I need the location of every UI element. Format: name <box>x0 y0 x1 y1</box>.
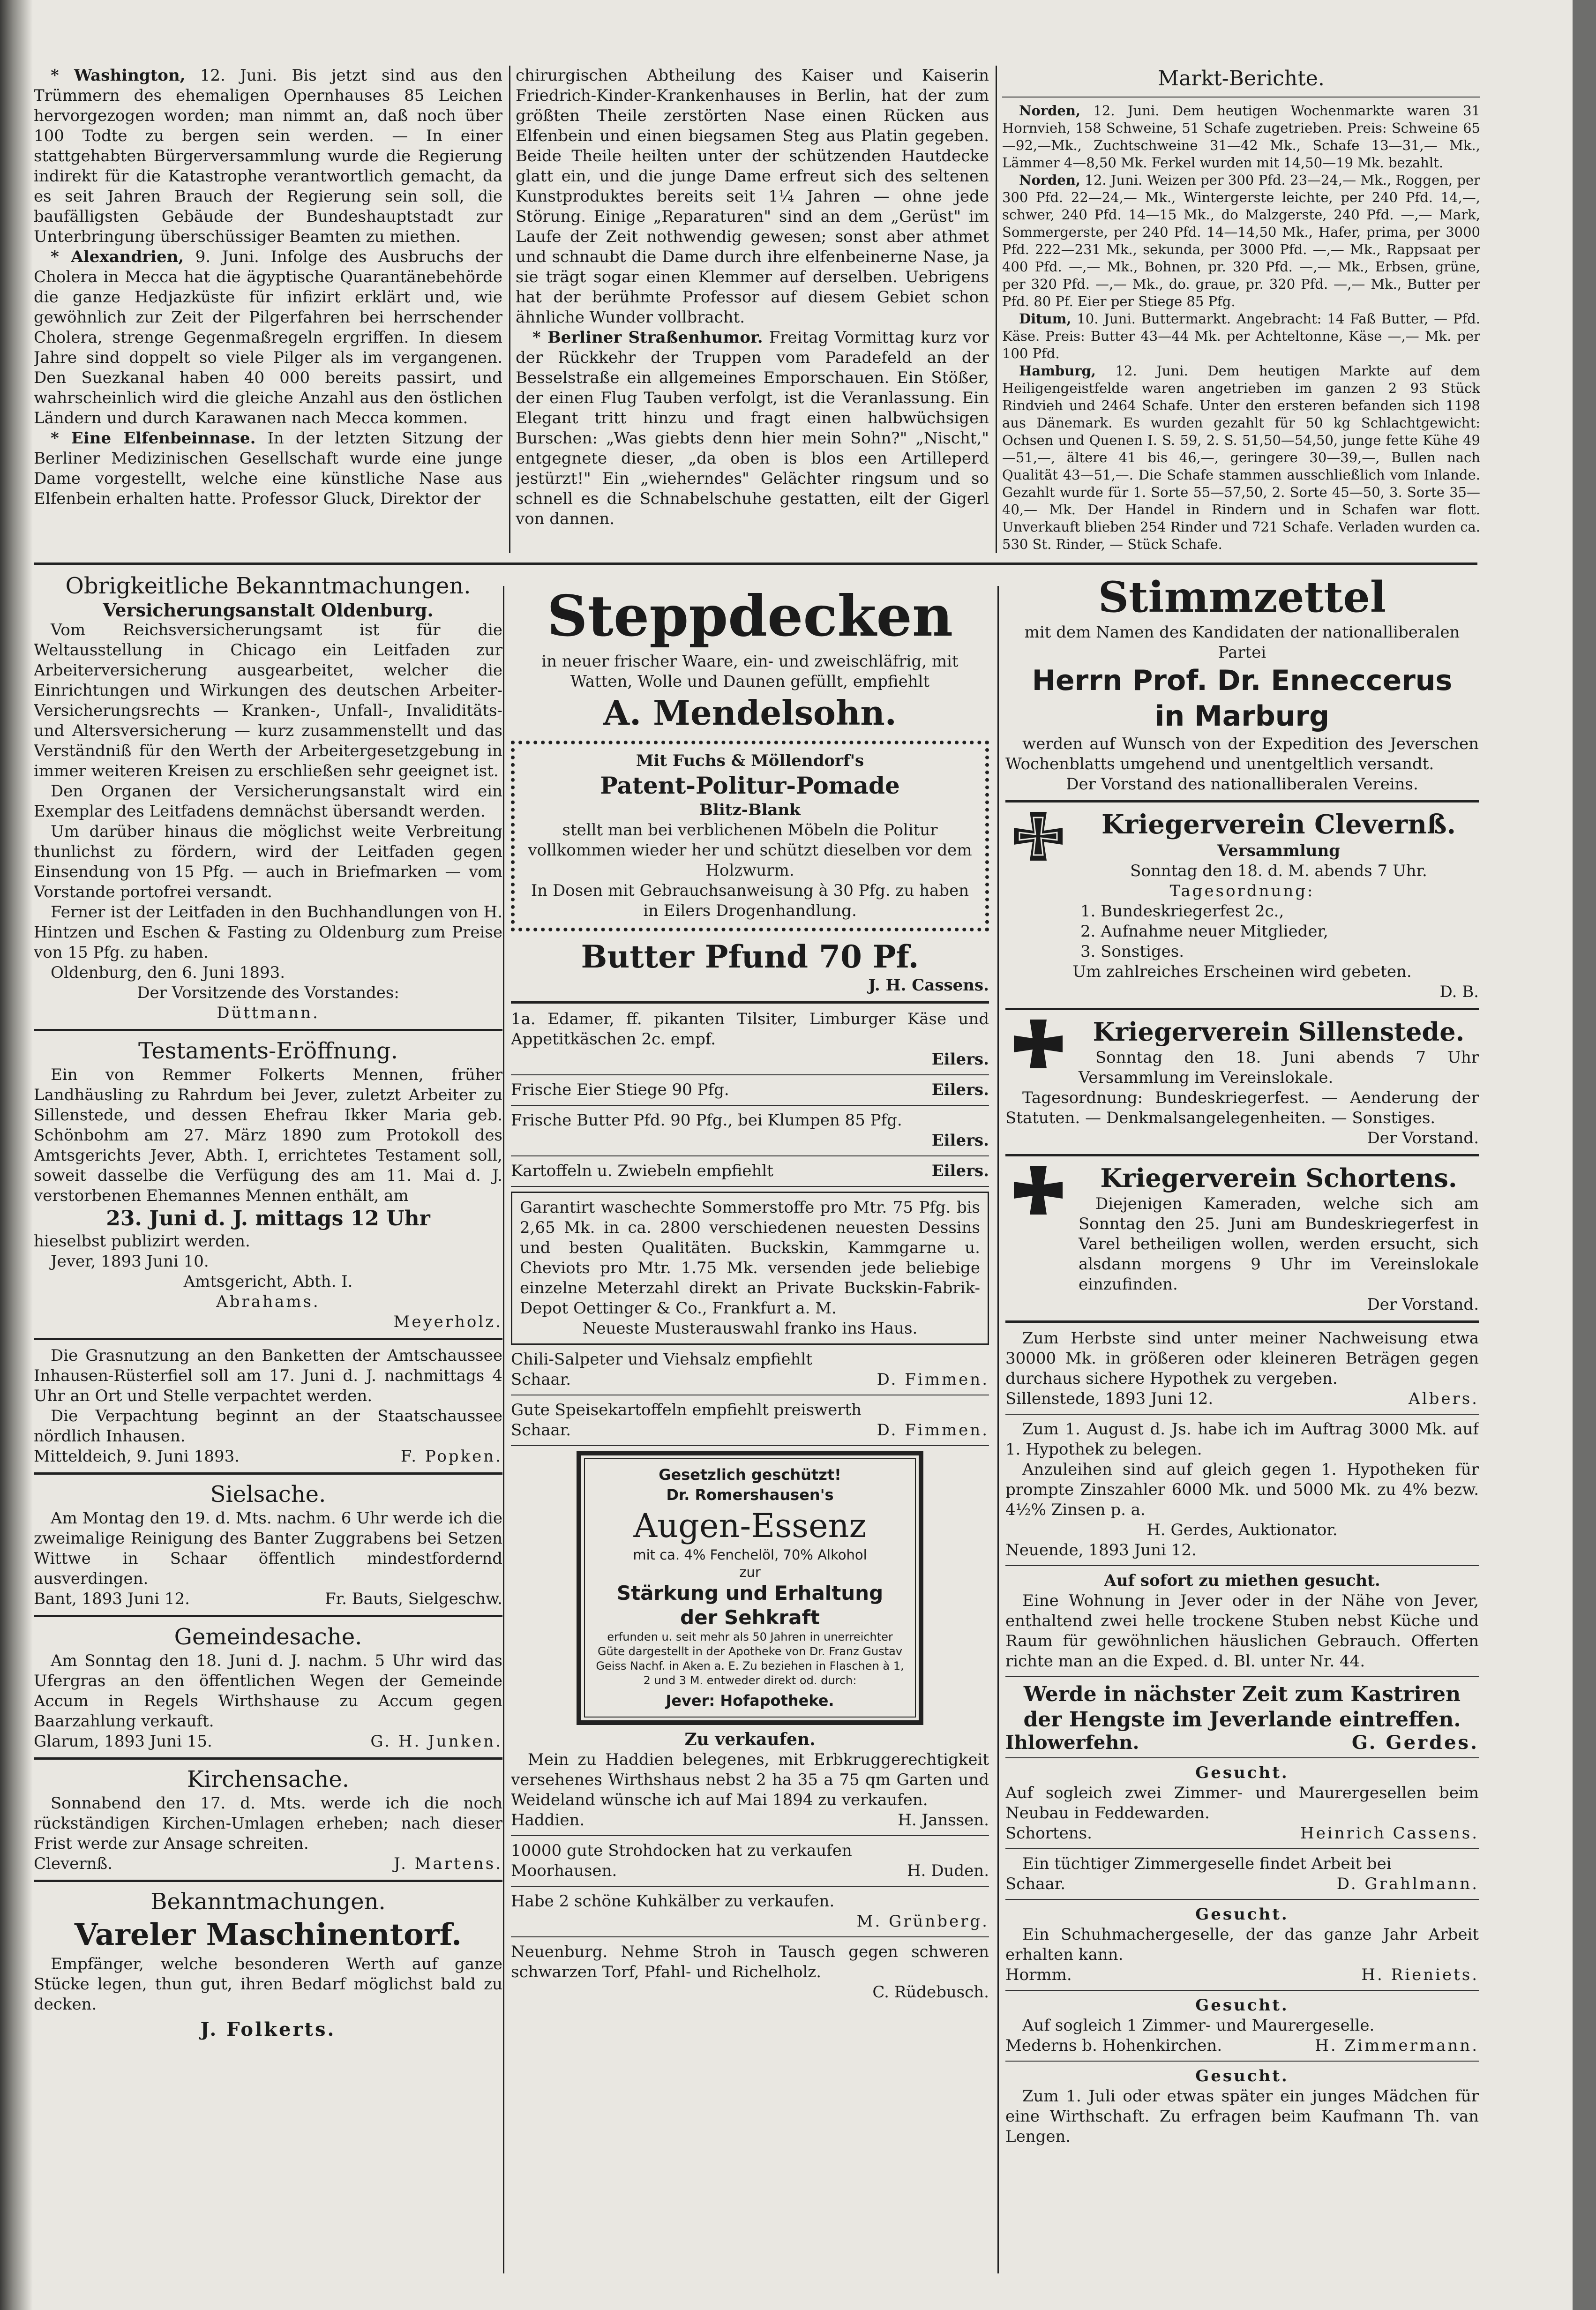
market-norden-2: Norden, 12. Juni. Weizen per 300 Pfd. 23—24,— Mk., Roggen, per 300 Pfd. 22—24,— Mk., Wintergerste leichte, per 240 Pfd. 14,—, schwer, 240 Pfd. 14—15 Mk., do Malzgerste, 240 Pfd. —,— Mark, Sommergerste, per 240 Pfd. 14—14,50 Mk., Hafer, prima, per 3000 Pfd. 222—231 Mk., sekunda, per 3000 Pfd. —,— Mk., Rappsaat per 400 Pfd. —,— Mk., Bohnen, pr. 320 Pfd. —,— Mk., Erbsen, grüne, per 320 Pfd. —,— Mk., do. graue, pr. 320 Pfd. —,— Mk., Butter per Pfd. 80 Pf. Eier per Stiege 85 Pfg. <box>1002 172 1480 309</box>
kuh-text: Habe 2 schöne Kuhkälber zu verkaufen. <box>511 1892 835 1911</box>
kartoffeln-ad: Kartoffeln u. Zwiebeln empfiehlt Eilers. <box>511 1162 989 1180</box>
verkaufen-text: Mein zu Haddien belegenes, mit Erbkruggerechtigkeit versehenes Wirthshaus nebst 2 ha 35 a 75 qm Garten und Weideland wünsche ich auf Mai 1894 zu verkaufen. <box>511 1750 989 1809</box>
divider <box>1002 97 1480 98</box>
kv1-title: Kriegerverein Clevernß. <box>1101 809 1456 840</box>
iron-cross-icon <box>1005 1162 1071 1228</box>
pomade-ad <box>511 741 989 931</box>
divider <box>1005 1008 1479 1010</box>
stimmzettel-line1: mit dem Namen des Kandidaten der nationalliberalen Partei <box>1024 623 1460 662</box>
pomade-subtitle: Blitz-Blank <box>699 801 801 819</box>
divider <box>1005 800 1479 802</box>
hypothek-text: Zum 1. August d. Js. habe ich im Auftrag 3000 Mk. auf 1. Hypothek zu belegen. <box>1005 1420 1479 1459</box>
kv1-subtitle: Versammlung <box>1217 841 1341 860</box>
augen-line7: erfunden u. seit mehr als 50 Jahren in unerreichter Güte dargestellt in der Apotheke von Dr. Franz Gustav Geiss Nachf. in Aken a. E. Zu beziehen in Flaschen à 1, 2 und 3 M. entweder direkt od. durch: <box>596 1630 904 1687</box>
geld-text: Zum Herbste sind unter meiner Nachweisung etwa 30000 Mk. in größeren oder kleineren Beträgen gegen durchaus sichere Hypothek zu vergeben. <box>1005 1329 1479 1388</box>
butter-firm: J. H. Cassens. <box>868 976 989 995</box>
versicherung-para: Um darüber hinaus die möglichst weite Verbreitung thunlichst zu fördern, wird der Leitfaden gegen Einsendung von 15 Pfg. — auch in Briefmarken — vom Vorstande portofrei versandt. <box>34 822 502 901</box>
article-alexandrien: * Alexandrien, 9. Juni. Infolge des Ausbruchs der Cholera in Mecca hat die ägyptische Quarantänebehörde die ganze Hedjazküste für infizirt erklärt und, wie gewöhnlich zur Zeit der Pilgerfahren bei herrschender Cholera, strenge Gegenmaßregeln ergriffen. In diesem Jahre sind doppelt so viele Pilger als im vergangenen. Den Suezkanal haben 40 000 bereits passirt, und wahrscheinlich wird die gleiche Anzahl aus den östlichen Ländern und durch Karawanen nach Mecca kommen. <box>34 248 502 428</box>
augen-line4: zur <box>739 1564 761 1580</box>
divider <box>34 1338 502 1340</box>
chili-text: Chili-Salpeter und Viehsalz empfiehlt <box>511 1350 813 1369</box>
divider <box>1005 1757 1479 1758</box>
speisekartoffeln-text: Gute Speisekartoffeln empfiehlt preiswerth <box>511 1401 862 1419</box>
column-rule <box>503 586 504 2273</box>
hypothek-place: Neuende, 1893 Juni 12. <box>1005 1541 1197 1560</box>
kuh-firm: M. Grünberg. <box>856 1912 989 1931</box>
divider <box>1005 1414 1479 1415</box>
stimmzettel-title: Stimmzettel <box>1098 572 1386 622</box>
sielsache-footer: Bant, 1893 Juni 12. Fr. Bauts, Sielgeschw. <box>34 1590 502 1608</box>
gesucht3-title: Gesucht. <box>1195 1905 1289 1924</box>
stroh-text: 10000 gute Strohdocken hat zu verkaufen <box>511 1841 852 1860</box>
versicherung-sig: Der Vorsitzende des Vorstandes: <box>137 983 399 1002</box>
testament-name: Abrahams. <box>216 1292 320 1311</box>
augen-line3: mit ca. 4% Fenchelöl, 70% Alkohol <box>633 1547 867 1563</box>
hengst-text: Werde in nächster Zeit zum Kastriren der Hengste im Jeverlande eintreffen. <box>1023 1682 1461 1732</box>
kv1-text: Um zahlreiches Erscheinen wird gebeten. <box>1072 962 1412 981</box>
neuenburg-firm: C. Rüdebusch. <box>872 1983 989 2002</box>
divider <box>1005 1676 1479 1677</box>
kv1-item: 1. Bundeskriegerfest 2c., <box>1080 902 1284 921</box>
gesucht2-footer: Schaar. D. Grahlmann. <box>1005 1875 1479 1893</box>
market-reports <box>1002 66 1480 558</box>
speisekartoffeln-footer: Schaar. D. Fimmen. <box>511 1421 989 1440</box>
divider <box>1005 2061 1479 2062</box>
augen-title: Augen-Essenz <box>633 1507 867 1545</box>
gesucht4-footer: Mederns b. Hohenkirchen. H. Zimmermann. <box>1005 2036 1479 2055</box>
divider <box>1005 1848 1479 1849</box>
section-rule <box>34 562 1477 565</box>
gesucht4-title: Gesucht. <box>1195 1996 1289 2015</box>
stimmzettel-place: in Marburg <box>1154 700 1330 733</box>
divider <box>34 1472 502 1475</box>
butter-title: Butter Pfund 70 Pf. <box>581 938 919 975</box>
kv1-tagesordnung: Tagesordnung: <box>1169 882 1315 900</box>
divider <box>1005 1565 1479 1566</box>
sielsache-title: Sielsache. <box>210 1481 326 1508</box>
gesucht2-text: Ein tüchtiger Zimmergeselle findet Arbeit bei <box>1022 1854 1392 1873</box>
stimmzettel-text: werden auf Wunsch von der Expedition des Jeverschen Wochenblatts umgehend und unentgeltlich versandt. <box>1005 735 1479 773</box>
divider <box>1005 1320 1479 1323</box>
grasnutzung-text: Die Grasnutzung an den Banketten der Amtschaussee Inhausen-Rüsterfiel soll am 17. Juni d. J. nachmittags 4 Uhr an Ort und Stelle verpachtet werden. <box>34 1346 502 1405</box>
testament-court: Amtsgericht, Abth. I. <box>183 1272 353 1291</box>
hypothek-text2: Anzuleihen sind auf gleich gegen 1. Hypotheken für prompte Zinszahler 6000 Mk. und 5000 Mk. zu 4% bezw. 4½% Zinsen p. a. <box>1005 1460 1479 1519</box>
maschinentorf-text: Empfänger, welche besonderen Werth auf ganze Stücke legen, thun gut, ihren Bedarf möglichst bald zu decken. <box>34 1955 502 2014</box>
pomade-text: stellt man bei verblichenen Möbeln die Politur vollkommen wieder her und schützt dieselben vor dem Holzwurm. <box>528 821 972 880</box>
grasnutzung-footer: Mitteldeich, 9. Juni 1893. F. Popken. <box>34 1447 502 1466</box>
top-middle-column <box>516 66 989 558</box>
gesucht-title: Gesucht. <box>1195 1763 1289 1782</box>
kv2-sig: Der Vorstand. <box>1367 1129 1479 1148</box>
article-strassenhumor: * Berliner Straßenhumor. Freitag Vormittag kurz vor der Rückkehr der Truppen vom Paradefeld an der Besselstraße ein allgemeines Emporschauen. Ein Stößer, der einen Flug Tauben verfolgt, ist die Veranlassung. Ein Elegant tritt hinzu und fragt einen halbwüchsigen Burschen: „Was giebts denn hier mein Sohn?" „Nischt," entgegnete dieser, „da oben is blos een Artilleperd jestürzt!" Ein „wieherndes" Gelächter ringsum und so schnell es die Schnabelschuhe gestatten, eilt der Gigerl von dannen. <box>516 328 989 528</box>
maschinentorf-sig: J. Folkerts. <box>200 2018 336 2040</box>
kaese-firm: Eilers. <box>931 1050 989 1069</box>
kriegerverein-clevernss <box>1005 808 1479 881</box>
kirchensache-title: Kirchensache. <box>187 1766 349 1792</box>
testament-place: Jever, 1893 Juni 10. <box>51 1252 209 1271</box>
column-rule <box>997 586 999 2273</box>
gesucht-footer: Schortens. Heinrich Cassens. <box>1005 1824 1479 1843</box>
hengst-footer: Ihlowerfehn. G. Gerdes. <box>1005 1732 1479 1754</box>
augen-line2: Dr. Romershausen's <box>666 1486 834 1504</box>
versicherung-para: Vom Reichsversicherungsamt ist für die Weltausstellung in Chicago ein Leitfaden zur Arbeiterversicherung ausgearbeitet, welcher die Einrichtungen und Wirkungen des deutschen Arbeiter-Versicherungsrechts — Kranken-, Unfall-, Invaliditäts- und Altersversicherung — kurz zusammenstellt und das Verständniß für den Werth der Arbeitergesetzgebung in immer weiteren Kreisen zu erschließen sehr geeignet ist. <box>34 621 502 780</box>
divider <box>34 1615 502 1617</box>
kriegerverein-sillenstede <box>1005 1016 1479 1088</box>
augen-line1: Gesetzlich geschützt! <box>659 1466 841 1484</box>
divider <box>511 1074 989 1075</box>
gemeindesache-footer: Glarum, 1893 Juni 15. G. H. Junken. <box>34 1732 502 1751</box>
kriegerverein-schortens <box>1005 1162 1479 1295</box>
ads-right-column <box>1005 572 1479 2288</box>
gemeindesache-text: Am Sonntag den 18. Juni d. J. nachm. 5 Uhr wird das Ufergras an den öffentlichen Wegen der Gemeinde Accum in Regels Wirthshause zu Accum gegen Baarzahlung verkauft. <box>34 1651 502 1731</box>
iron-cross-icon <box>1005 1016 1071 1081</box>
kirchensache-footer: Clevernß. J. Martens. <box>34 1854 502 1873</box>
divider <box>1005 1990 1479 1991</box>
stimmzettel-sig: Der Vorstand des nationalliberalen Vereins. <box>1066 775 1418 794</box>
bekanntmachungen-title: Bekanntmachungen. <box>150 1889 386 1915</box>
divider <box>34 1029 502 1031</box>
verkaufen-title: Zu verkaufen. <box>684 1730 816 1749</box>
divider <box>511 1835 989 1836</box>
official-notices-column <box>34 572 502 2288</box>
market-title: Markt-Berichte. <box>1158 67 1325 90</box>
pomade-text2: In Dosen mit Gebrauchsanweisung à 30 Pfg. zu haben in Eilers Drogenhandlung. <box>531 881 969 920</box>
versicherung-para: Ferner ist der Leitfaden in den Buchhandlungen von H. Hintzen und Eschen & Fasting zu Oldenburg zum Preise von 15 Pfg. zu haben. <box>34 903 502 962</box>
versicherung-para: Den Organen der Versicherungsanstalt wird ein Exemplar des Leitfadens demnächst übersandt werden. <box>34 782 502 821</box>
butter2-text: Frische Butter Pfd. 90 Pfg., bei Klumpen 85 Pfg. <box>511 1111 902 1130</box>
article-elfenbeinnase: * Eine Elfenbeinnase. In der letzten Sitzung der Berliner Medizinischen Gesellschaft wurde eine junge Dame vorgestellt, welche eine künstliche Nase aus Elfenbein erhalten hatte. Professor Gluck, Direktor der <box>34 429 502 508</box>
divider <box>511 1936 989 1937</box>
augen-line6: der Sehkraft <box>680 1606 820 1629</box>
versicherung-title: Versicherungsanstalt Oldenburg. <box>103 600 434 621</box>
divider <box>511 1155 989 1156</box>
column-rule <box>509 66 510 553</box>
chili-footer: Schaar. D. Fimmen. <box>511 1370 989 1389</box>
divider <box>1005 1154 1479 1156</box>
kv3-text: Diejenigen Kameraden, welche sich am Sonntag den 25. Juni am Bundeskriegerfest in Varel betheiligen wollen, werden ersucht, sich alsdann morgens 9 Uhr im Vereinslokale einzufinden. <box>1079 1194 1479 1294</box>
market-norden-1: Norden, 12. Juni. Dem heutigen Wochenmarkte waren 31 Hornvieh, 158 Schweine, 51 Schafe zugetrieben. Preis: Schweine 65—92,—Mk., Zuchtschweine 31—42 Mk., Schafe 13—31,— Mk., Lämmer 4—8,50 Mk. Ferkel wurden mit 14,50—19 Mk. bezahlt. <box>1002 103 1480 171</box>
kaese-text: 1a. Edamer, ff. pikanten Tilsiter, Limburger Käse und Appetitkäschen 2c. empf. <box>511 1010 989 1049</box>
hypothek-sig: H. Gerdes, Auktionator. <box>1146 1521 1338 1539</box>
steppdecken-text: in neuer frischer Waare, ein- und zweischläfrig, mit Watten, Wolle und Daunen gefüllt, empfiehlt <box>541 652 959 691</box>
geld-footer: Sillenstede, 1893 Juni 12. Albers. <box>1005 1389 1479 1408</box>
gesucht-text: Auf sogleich zwei Zimmer- und Maurergesellen beim Neubau in Feddewarden. <box>1005 1784 1479 1822</box>
steppdecken-title: Steppdecken <box>547 583 953 649</box>
kv2-title: Kriegerverein Sillenstede. <box>1093 1017 1465 1047</box>
gesucht5-title: Gesucht. <box>1195 2067 1289 2085</box>
divider <box>511 1886 989 1887</box>
eier-ad: Frische Eier Stiege 90 Pfg. Eilers. <box>511 1080 989 1099</box>
neuenburg-text: Neuenburg. Nehme Stroh in Tausch gegen schweren schwarzen Torf, Pfahl- und Richelholz. <box>511 1942 989 1981</box>
divider <box>1005 1899 1479 1900</box>
testament-sig: Meyerholz. <box>393 1312 502 1331</box>
testament-date: 23. Juni d. J. mittags 12 Uhr <box>106 1207 430 1230</box>
sommerstoffe-text2: Neueste Musterauswahl franko ins Haus. <box>582 1319 918 1338</box>
divider <box>511 1001 989 1004</box>
article-elfenbeinnase-cont: chirurgischen Abtheilung des Kaiser und Kaiserin Friedrich-Kinder-Krankenhauses in Berlin, hat der zum größten Theile zerstörten Nase einen Rücken aus Elfenbein und einen biegsamen Steg aus Platin gegeben. Beide Theile heilten unter der schützenden Hautdecke glatt ein, und die junge Dame erfreut sich des seltenen Kunstproduktes bereits seit 1¼ Jahren — ohne jede Störung. Einige „Reparaturen" sind an dem „Gerüst" im Laufe der Zeit nothwendig gewesen; sonst aber athmet und schnaubt die Dame durch ihre elfenbeinerne Nase, ja sie trägt sogar einen Klemmer auf derselben. Uebrigens hat der berühmte Professor auf diesem Gebiet schon ähnliche Wunder vollbracht. <box>516 66 989 327</box>
divider <box>511 1445 989 1446</box>
pomade-title: Patent-Politur-Pomade <box>600 772 900 799</box>
kv3-sig: Der Vorstand. <box>1367 1295 1479 1314</box>
augen-line8: Jever: Hofapotheke. <box>666 1692 834 1710</box>
column-rule <box>996 66 997 553</box>
testament-text2: hieselbst publizirt werden. <box>34 1232 250 1251</box>
kv1-item: 2. Aufnahme neuer Mitglieder, <box>1080 922 1328 941</box>
stimmzettel-name: Herrn Prof. Dr. Enneccerus <box>1032 664 1453 697</box>
verkaufen-footer: Haddien. H. Janssen. <box>511 1811 989 1830</box>
article-washington: * Washington, 12. Juni. Bis jetzt sind aus den Trümmern des ehemaligen Opernhauses 85 Leichen hervorgezogen worden; man nimmt an, daß noch über 100 Todte zu bergen sein werden. — In einer stattgehabten Bürgerversammlung wurde die Regierung indirekt für die Katastrophe verantwortlich gemacht, da es seit Jahren Brauch der Regierung sein soll, die baufälligsten Gebäude der Bundeshauptstadt zur Unterbringung überschüssiger Beamten zu miethen. <box>34 66 502 246</box>
gesucht3-footer: Hormm. H. Rieniets. <box>1005 1965 1479 1984</box>
sommerstoffe-text: Garantirt waschechte Sommerstoffe pro Mtr. 75 Pfg. bis 2,65 Mk. in ca. 2800 verschiedenen neuesten Dessins und besten Qualitäten. Buckskin, Kammgarne u. Cheviots pro Mtr. 1.75 Mk. versenden jede beliebige einzelne Meterzahl direkt an Private Buckskin-Fabrik-Depot Oettinger & Co., Frankfurt a. M. <box>520 1198 980 1318</box>
divider <box>511 1105 989 1106</box>
versicherung-date: Oldenburg, den 6. Juni 1893. <box>51 963 285 982</box>
market-hamburg: Hamburg, 12. Juni. Dem heutigen Markte auf dem Heiligengeistfelde waren angetrieben im ganzen 2 93 Stück Rindvieh und 2464 Schafe. Unter den ersteren befanden sich 1198 aus Dänemark. Es wurden gezahlt für 50 kg Schlachtgewicht: Ochsen und Quenen I. S. 59, 2. S. 51,50—54,50, junge fette Kühe 49—51,—, ältere 41 bis 46,—, geringere 30—39,—, Bullen nach Qualität 43—51,—. Die Schafe stammen ausschließlich vom Inlande. Gezahlt wurde für 1. Sorte 55—57,50, 2. Sorte 45—50, 3. Sorte 35—40,— Mk. Der Handel in Rindern und in Schafen war flott. Unverkauft blieben 254 Rinder und 721 Schafe. Verladen wurden ca. 530 St. Rinder, — Stück Schafe. <box>1002 363 1480 552</box>
kv1-item: 3. Sonstiges. <box>1080 942 1184 961</box>
augen-line5: Stärkung und Erhaltung <box>616 1582 884 1605</box>
steppdecken-firm: A. Mendelsohn. <box>603 693 897 733</box>
kirchensache-text: Sonnabend den 17. d. Mts. werde ich die noch rückständigen Kirchen-Umlagen erheben; nach dieser Frist werde zur Ansage schreiten. <box>34 1794 502 1853</box>
kv1-date: Sonntag den 18. d. M. abends 7 Uhr. <box>1130 862 1427 880</box>
kv1-sig: D. B. <box>1439 982 1479 1001</box>
pomade-line1: Mit Fuchs & Möllendorf's <box>636 751 864 770</box>
iron-cross-icon <box>1005 808 1071 874</box>
divider <box>34 1757 502 1760</box>
official-notices-title: Obrigkeitliche Bekanntmachungen. <box>65 573 471 599</box>
sielsache-text: Am Montag den 19. d. Mts. nachm. 6 Uhr werde ich die zweimalige Reinigung des Banter Zuggrabens bei Setzen Wittwe in Schaar öffentlich mindestfordernd ausverdingen. <box>34 1509 502 1588</box>
kv2-text: Sonntag den 18. Juni abends 7 Uhr Versammlung im Vereinslokale. <box>1079 1048 1479 1087</box>
stroh-footer: Moorhausen. H. Duden. <box>511 1861 989 1880</box>
kv2-text2: Tagesordnung: Bundeskriegerfest. — Aenderung der Statuten. — Denkmalsangelegenheiten. — Sonstiges. <box>1005 1088 1479 1127</box>
grasnutzung-text2: Die Verpachtung beginnt an der Staatschaussee nördlich Inhausen. <box>34 1407 502 1446</box>
miet-title: Auf sofort zu miethen gesucht. <box>1104 1571 1380 1590</box>
gesucht3-text: Ein Schuhmachergeselle, der das ganze Jahr Arbeit erhalten kann. <box>1005 1925 1479 1964</box>
maschinentorf-title: Vareler Maschinentorf. <box>74 1917 462 1952</box>
divider <box>511 1186 989 1187</box>
ads-middle-column <box>511 572 989 2288</box>
top-left-column <box>34 66 502 558</box>
butter2-firm: Eilers. <box>931 1131 989 1150</box>
augen-essenz-ad <box>577 1451 923 1725</box>
gesucht4-text: Auf sogleich 1 Zimmer- und Maurergeselle. <box>1022 2016 1375 2035</box>
divider <box>34 1880 502 1882</box>
gesucht5-text: Zum 1. Juli oder etwas später ein junges Mädchen für eine Wirthschaft. Zu erfragen beim Kaufmann Th. van Lengen. <box>1005 2087 1479 2146</box>
miet-text: Eine Wohnung in Jever oder in der Nähe von Jever, enthaltend zwei helle trockene Stuben nebst Küche und Raum für gewöhnlichen häuslichen Gebrauch. Offerten richte man an die Exped. d. Bl. unter Nr. 44. <box>1005 1591 1479 1671</box>
sommerstoffe-ad <box>511 1192 989 1345</box>
gemeindesache-title: Gemeindesache. <box>174 1624 362 1650</box>
versicherung-sig-name: Düttmann. <box>217 1004 320 1022</box>
testament-text: Ein von Remmer Folkerts Mennen, früher Landhäusling zu Rahrdum bei Jever, zuletzt Arbeiter zu Sillenstede, und dessen Ehefrau Ikker Maria geb. Schönbohm am 27. März 1890 zum Protokoll des Amtsgerichts Jever, Abth. I, errichtetes Testament soll, soweit dasselbe die Verfügung des am 11. Mai d. J. verstorbenen Ehemannes Mennen enthält, am <box>34 1065 502 1205</box>
testament-title: Testaments-Eröffnung. <box>138 1038 398 1064</box>
market-ditum: Ditum, 10. Juni. Buttermarkt. Angebracht: 14 Faß Butter, — Pfd. Käse. Preis: Butter 43—44 Mk. per Achteltonne, Käse —,— Mk. per 100 Pfd. <box>1002 311 1480 361</box>
kv3-title: Kriegerverein Schortens. <box>1100 1163 1457 1193</box>
